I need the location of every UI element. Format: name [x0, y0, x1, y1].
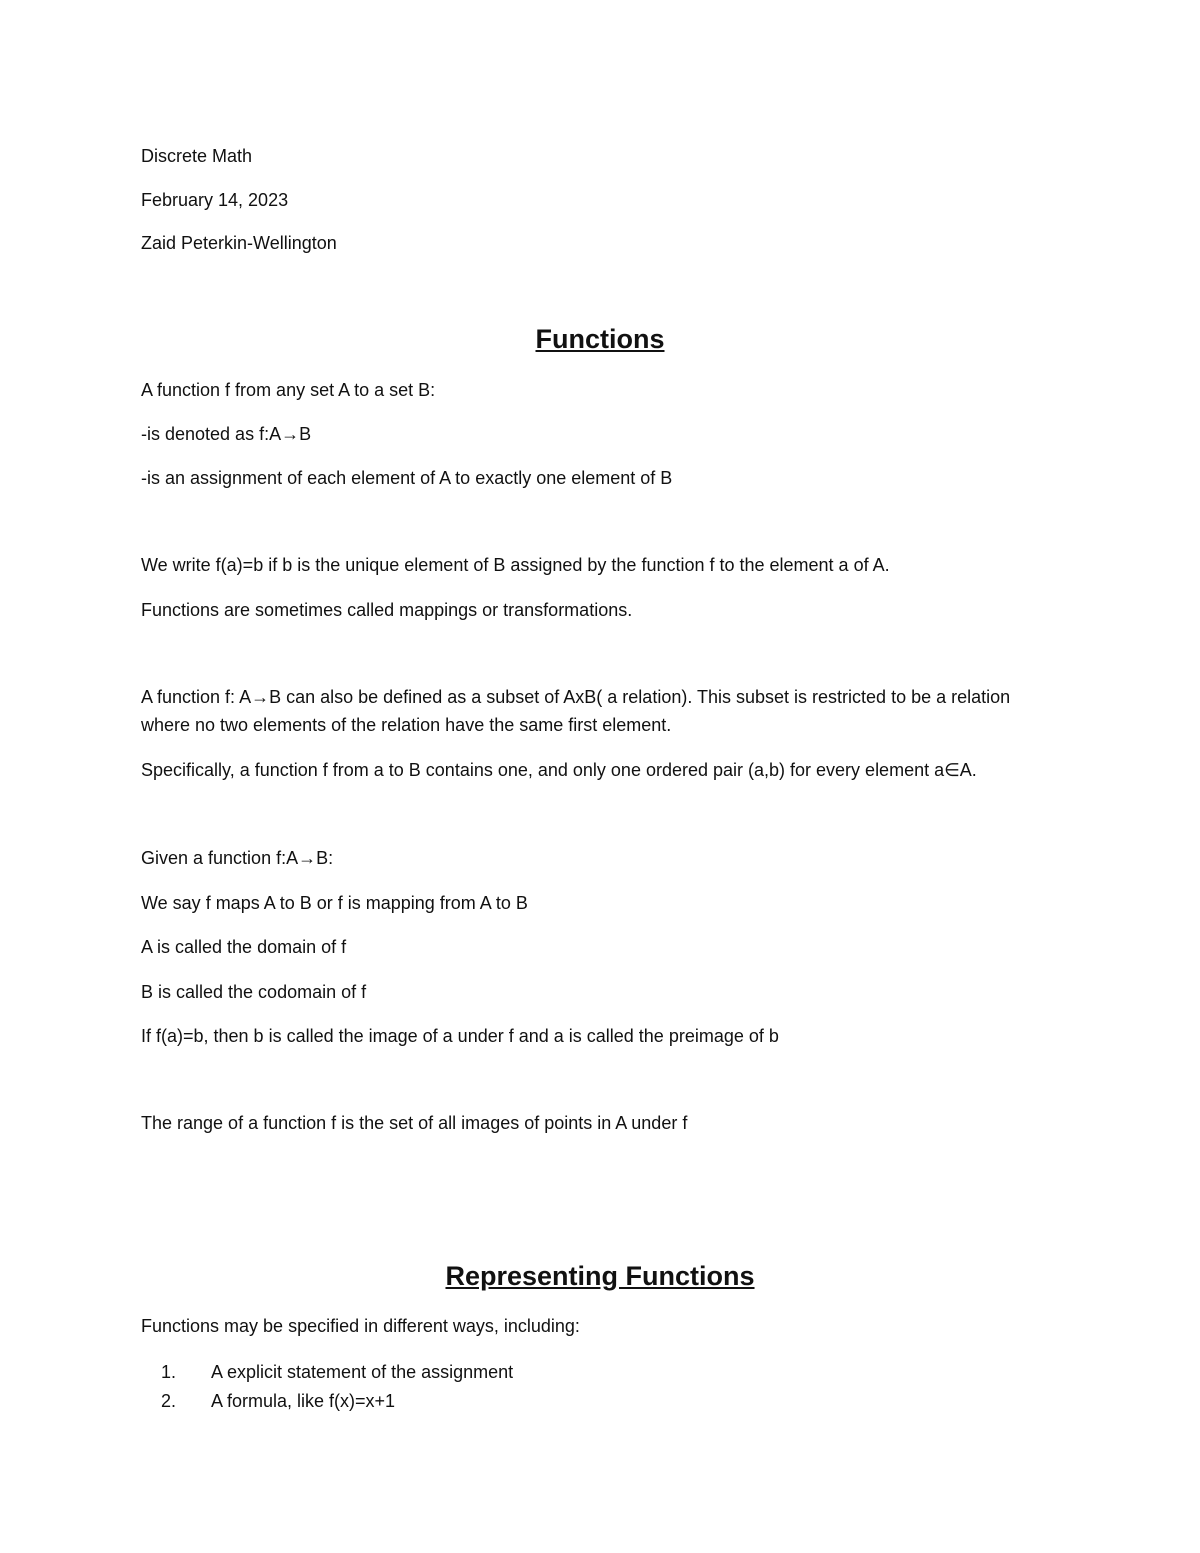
paragraph: A is called the domain of f: [141, 937, 347, 957]
paragraph: Given a function f:A→B:: [141, 848, 334, 868]
paragraph: A function f: A→B can also be defined as a subset of AxB( a relation). This subset is restricted to be a relation where no two elements of the relation have the same first element.: [141, 687, 1011, 735]
numbered-list: [141, 1358, 513, 1416]
list-number: 1.: [161, 1362, 177, 1382]
paragraph: If f(a)=b, then b is called the image of a under f and a is called the preimage of b: [141, 1026, 779, 1046]
paragraph: -is denoted as f:A→B: [141, 424, 312, 444]
paragraph: We write f(a)=b if b is the unique element of B assigned by the function f to the element a of A.: [141, 555, 890, 575]
list-item-text: A formula, like f(x)=x+1: [211, 1391, 396, 1411]
document-date: February 14, 2023: [141, 190, 289, 210]
section-heading-functions: Functions: [535, 324, 665, 354]
course-name: Discrete Math: [141, 146, 253, 166]
list-item: [161, 1387, 513, 1416]
paragraph: B is called the codomain of f: [141, 982, 367, 1002]
paragraph: Specifically, a function f from a to B contains one, and only one ordered pair (a,b) for every element a∈A.: [141, 760, 977, 780]
list-number: 2.: [161, 1391, 177, 1411]
list-item-text: A explicit statement of the assignment: [211, 1362, 514, 1382]
list-item: [161, 1358, 514, 1387]
paragraph: -is an assignment of each element of A to exactly one element of B: [141, 468, 673, 488]
paragraph: We say f maps A to B or f is mapping from A to B: [141, 893, 528, 913]
section-heading-representing-functions: Representing Functions: [445, 1261, 755, 1291]
paragraph: Functions are sometimes called mappings or transformations.: [141, 600, 633, 620]
author-name: Zaid Peterkin-Wellington: [141, 233, 337, 253]
paragraph: The range of a function f is the set of all images of points in A under f: [141, 1113, 688, 1133]
paragraph: Functions may be specified in different ways, including:: [141, 1316, 580, 1336]
paragraph: A function f from any set A to a set B:: [141, 380, 436, 400]
